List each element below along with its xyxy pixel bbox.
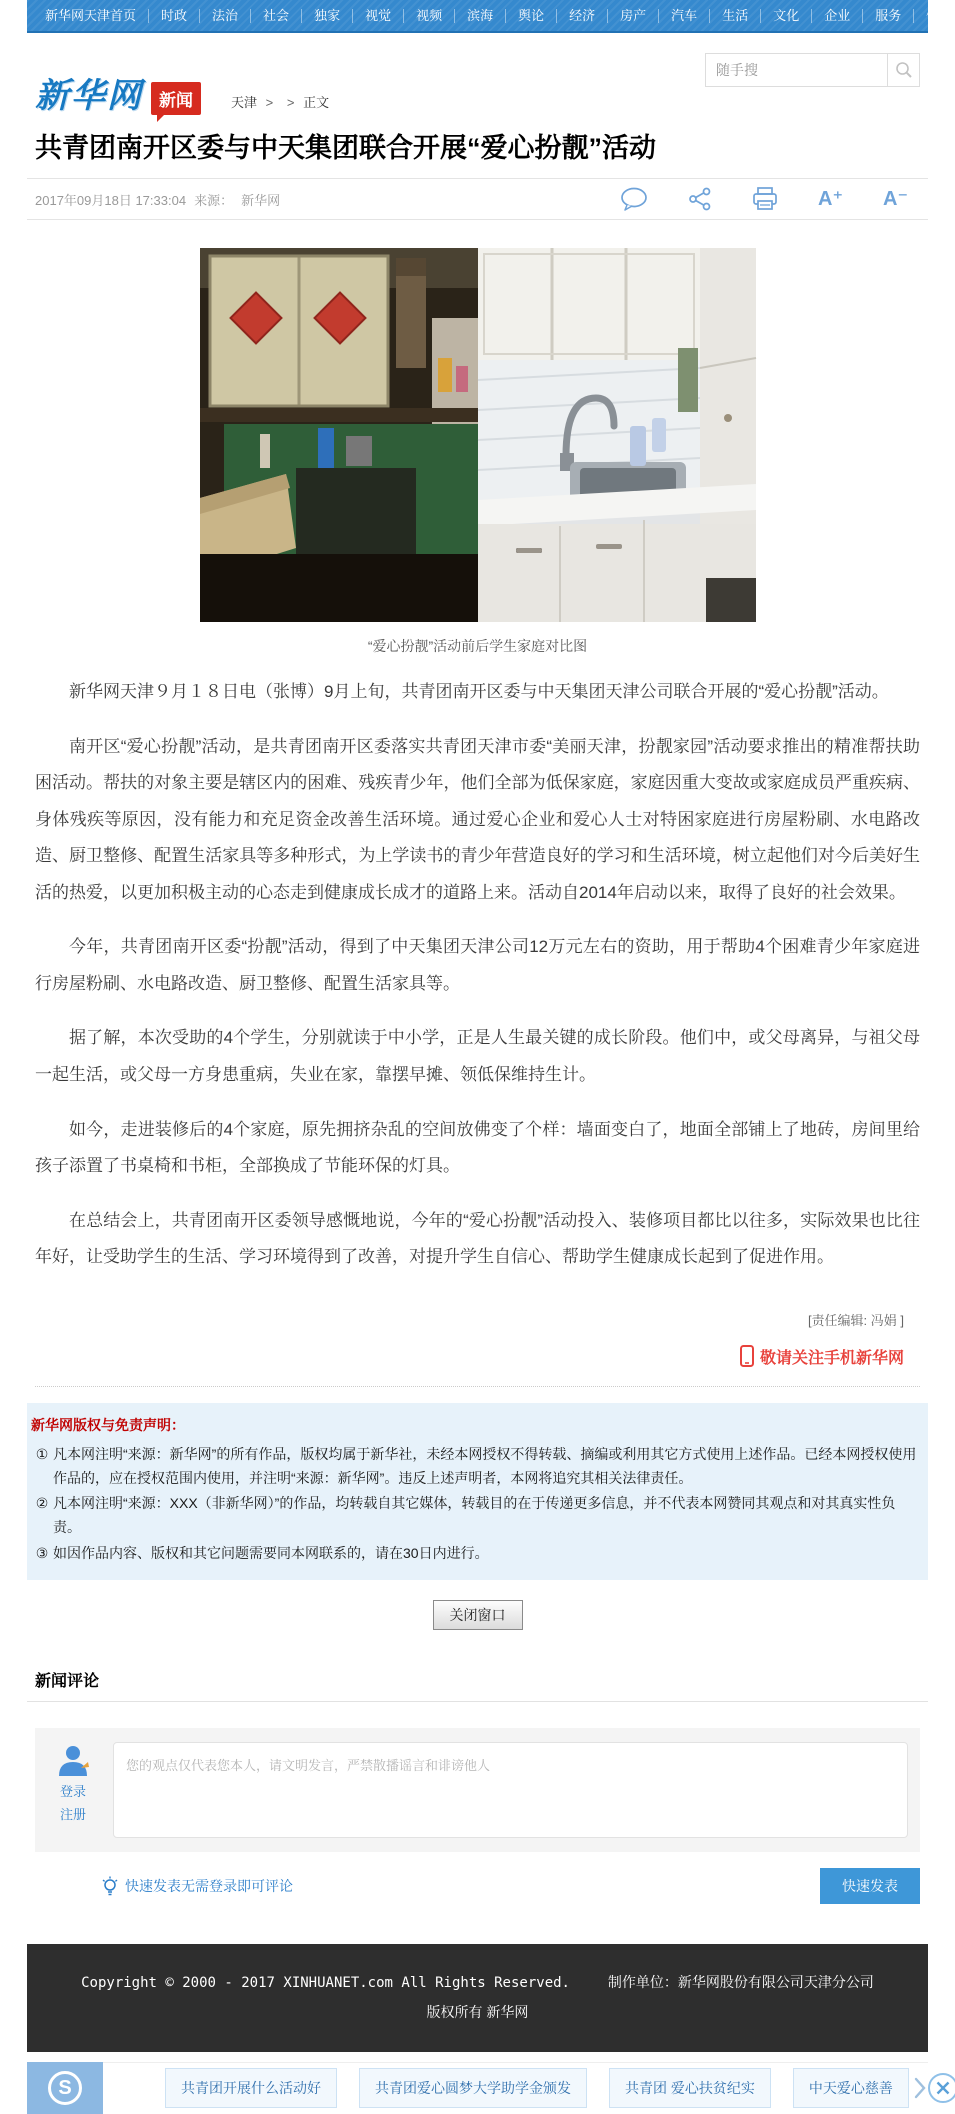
search-box	[705, 53, 920, 87]
breadcrumb-sep: >	[286, 95, 295, 110]
share-icon	[688, 187, 712, 211]
comments-section-title: 新闻评论	[27, 1654, 928, 1702]
disclaimer-text: 如因作品内容、版权和其它问题需要同本网联系的，请在30日内进行。	[53, 1544, 489, 1561]
sogou-logo[interactable]	[27, 2062, 103, 2114]
comment-button[interactable]	[620, 187, 648, 211]
disclaimer-text: 凡本网注明“来源：XXX（非新华网）”的作品，均转载自其它媒体，转载目的在于传递更多信息，并不代表本网赞同其观点和对其真实性负责。	[53, 1495, 896, 1536]
nav-item-home[interactable]: 新华网天津首页	[45, 7, 137, 23]
site-footer	[27, 1944, 928, 2052]
footer-rights: 版权所有 新华网	[426, 2003, 529, 2020]
font-decrease-button[interactable]: A⁻	[883, 188, 908, 211]
mobile-xinhuanet-link[interactable]	[35, 1345, 920, 1368]
nav-item-society[interactable]: 社会	[250, 9, 301, 23]
comment-input[interactable]	[113, 1742, 908, 1838]
article-paragraph: 南开区“爱心扮靓”活动，是共青团南开区委落实共青团天津市委“美丽天津，扮靓家园”活动要求推出的精准帮扶助困活动。帮扶的对象主要是辖区内的困难、残疾青少年，他们全部为低保家庭，家庭因重大变故或家庭成员严重疾病、身体残疾等原因，没有能力和充足资金改善生活环境。通过爱心企业和爱心人士对特困家庭进行房屋粉刷、水电路改造、厨卫整修、配置生活家具等多种形式，为上学读书的青少年营造良好的学习和生活环境，树立起他们对今后美好生活的热爱，以更加积极主动的心态走到健康成长成才的道路上来。活动自2014年启动以来，取得了良好的社会效果。	[35, 736, 920, 902]
nav-item-opinion[interactable]: 舆论	[505, 9, 556, 23]
login-link[interactable]: 登录	[59, 1783, 86, 1799]
source-label: 来源：	[194, 192, 234, 208]
article-paragraph: 新华网天津９月１８日电（张博）9月上旬，共青团南开区委与中天集团天津公司联合开展的“爱心扮靓”活动。	[69, 682, 889, 702]
footer-producer: 制作单位：新华网股份有限公司天津分公司	[607, 1973, 874, 1990]
comment-icon	[620, 187, 648, 211]
comment-module	[35, 1728, 920, 1852]
related-link[interactable]: 共青团 爱心扶贫纪实	[609, 2068, 771, 2108]
article-date: 2017年09月18日 17:33:04	[35, 192, 187, 208]
article-paragraph: 在总结会上，共青团南开区委领导感慨地说，今年的“爱心扮靓”活动投入、装修项目都比以往多，实际效果也比往年好，让受助学生的生活、学习环境得到了改善，对提升学生自信心、帮助学生健康成长起到了促进作用。	[35, 1210, 920, 1267]
disclaimer-item	[31, 1542, 920, 1566]
breadcrumb-sep: >	[265, 95, 274, 110]
dotted-divider	[35, 1386, 920, 1387]
disclaimer-marker: ③	[35, 1544, 49, 1561]
breadcrumb-region[interactable]: 天津	[231, 95, 258, 110]
nav-item-binhai[interactable]: 滨海	[454, 9, 505, 23]
disclaimer-text: 凡本网注明“来源：新华网”的所有作品，版权均属于新华社，未经本网授权不得转载、摘编或利用其它方式使用上述作品。已经本网授权使用作品的，应在授权范围内使用，并注明“来源：新华网”。违反上述声明者，本网将追究其相关法律责任。	[53, 1445, 917, 1486]
news-badge[interactable]: 新闻	[151, 82, 201, 115]
nav-item-politics[interactable]: 时政	[148, 9, 199, 23]
quick-publish-tip	[101, 1876, 293, 1896]
more-links-button[interactable]	[913, 2077, 927, 2099]
nav-item-auto[interactable]: 汽车	[658, 9, 709, 23]
quick-tip-text: 快速发表无需登录即可评论	[125, 1877, 293, 1894]
site-header	[27, 33, 928, 121]
nav-item-enterprise[interactable]: 企业	[811, 9, 862, 23]
xinhuanet-logo-text[interactable]: 新华网	[35, 77, 143, 115]
search-button[interactable]	[887, 53, 920, 87]
phone-icon	[740, 1345, 754, 1367]
source-value: 新华网	[241, 192, 281, 208]
related-link[interactable]: 共青团爱心圆梦大学助学金颁发	[359, 2068, 587, 2108]
disclaimer-marker: ①	[35, 1445, 49, 1462]
close-icon	[927, 2072, 955, 2104]
nav-item-law[interactable]: 法治	[199, 9, 250, 23]
close-window-button[interactable]: 关闭窗口	[433, 1600, 523, 1630]
quick-publish-button[interactable]: 快速发表	[820, 1868, 920, 1904]
print-icon	[752, 187, 778, 211]
login-column	[47, 1742, 99, 1838]
disclaimer-title: 新华网版权与免责声明：	[31, 1416, 185, 1433]
site-logo[interactable]	[35, 78, 201, 115]
chevron-right-icon	[913, 2077, 927, 2099]
article-paragraph: 今年，共青团南开区委“扮靓”活动，得到了中天集团天津公司12万元左右的资助，用于帮助4个困难青少年家庭进行房屋粉刷、水电路改造、厨卫整修、配置生活家具等。	[35, 937, 920, 993]
font-increase-button[interactable]: A⁺	[818, 188, 843, 211]
top-nav	[27, 0, 953, 33]
nav-item-video[interactable]: 视频	[403, 9, 454, 23]
print-button[interactable]	[752, 187, 778, 211]
disclaimer-item	[31, 1443, 920, 1491]
nav-item-culture[interactable]: 文化	[760, 9, 811, 23]
disclaimer-item	[31, 1492, 920, 1540]
page-title: 共青团南开区委与中天集团联合开展“爱心扮靓”活动	[35, 133, 656, 163]
nav-item-economy[interactable]: 经济	[556, 9, 607, 23]
disclaimer-marker: ②	[35, 1495, 49, 1512]
nav-item-health[interactable]: 健康	[913, 9, 955, 23]
related-link[interactable]: 共青团开展什么活动好	[165, 2068, 337, 2108]
related-links	[165, 2068, 909, 2108]
breadcrumb-current: 正文	[303, 95, 330, 110]
image-caption: “爱心扮靓”活动前后学生家庭对比图	[367, 638, 588, 655]
nav-item-realestate[interactable]: 房产	[607, 9, 658, 23]
nav-item-life[interactable]: 生活	[709, 9, 760, 23]
s-logo-icon: S	[48, 2071, 82, 2105]
editor-credit: [责任编辑: 冯娟 ]	[807, 1312, 904, 1328]
breadcrumb	[231, 92, 329, 115]
search-input[interactable]	[705, 53, 887, 87]
article-body	[27, 248, 928, 1387]
nav-item-service[interactable]: 服务	[862, 9, 913, 23]
article-image	[200, 248, 756, 622]
article-paragraph: 如今，走进装修后的4个家庭，原先拥挤杂乱的空间放佛变了个样：墙面变白了，地面全部铺上了地砖，房间里给孩子添置了书桌椅和书柜，全部换成了节能环保的灯具。	[35, 1119, 920, 1176]
share-button[interactable]	[688, 187, 712, 211]
article-meta	[27, 178, 928, 220]
top-nav-list	[33, 7, 953, 23]
avatar-icon	[55, 1742, 91, 1778]
mobile-notice-text: 敬请关注手机新华网	[759, 1349, 904, 1367]
article-paragraph: 据了解，本次受助的4个学生，分别就读于中小学，正是人生最关键的成长阶段。他们中，或父母离异，与祖父母一起生活，或父母一方身患重病，失业在家，靠摆早摊、领低保维持生计。	[35, 1028, 920, 1085]
search-icon	[895, 61, 913, 79]
bulb-icon	[101, 1876, 119, 1896]
nav-item-vision[interactable]: 视觉	[352, 9, 403, 23]
related-link[interactable]: 中天爱心慈善	[793, 2068, 909, 2108]
close-bar-button[interactable]	[927, 2072, 955, 2104]
nav-item-exclusive[interactable]: 独家	[301, 9, 352, 23]
related-links-bar	[27, 2062, 928, 2114]
register-link[interactable]: 注册	[59, 1807, 86, 1823]
article-figure	[35, 248, 920, 656]
footer-copyright: Copyright © 2000 - 2017 XINHUANET.com All Rights Reserved.	[81, 1974, 570, 1991]
copyright-disclaimer	[27, 1403, 928, 1580]
comment-actions	[35, 1868, 920, 1904]
